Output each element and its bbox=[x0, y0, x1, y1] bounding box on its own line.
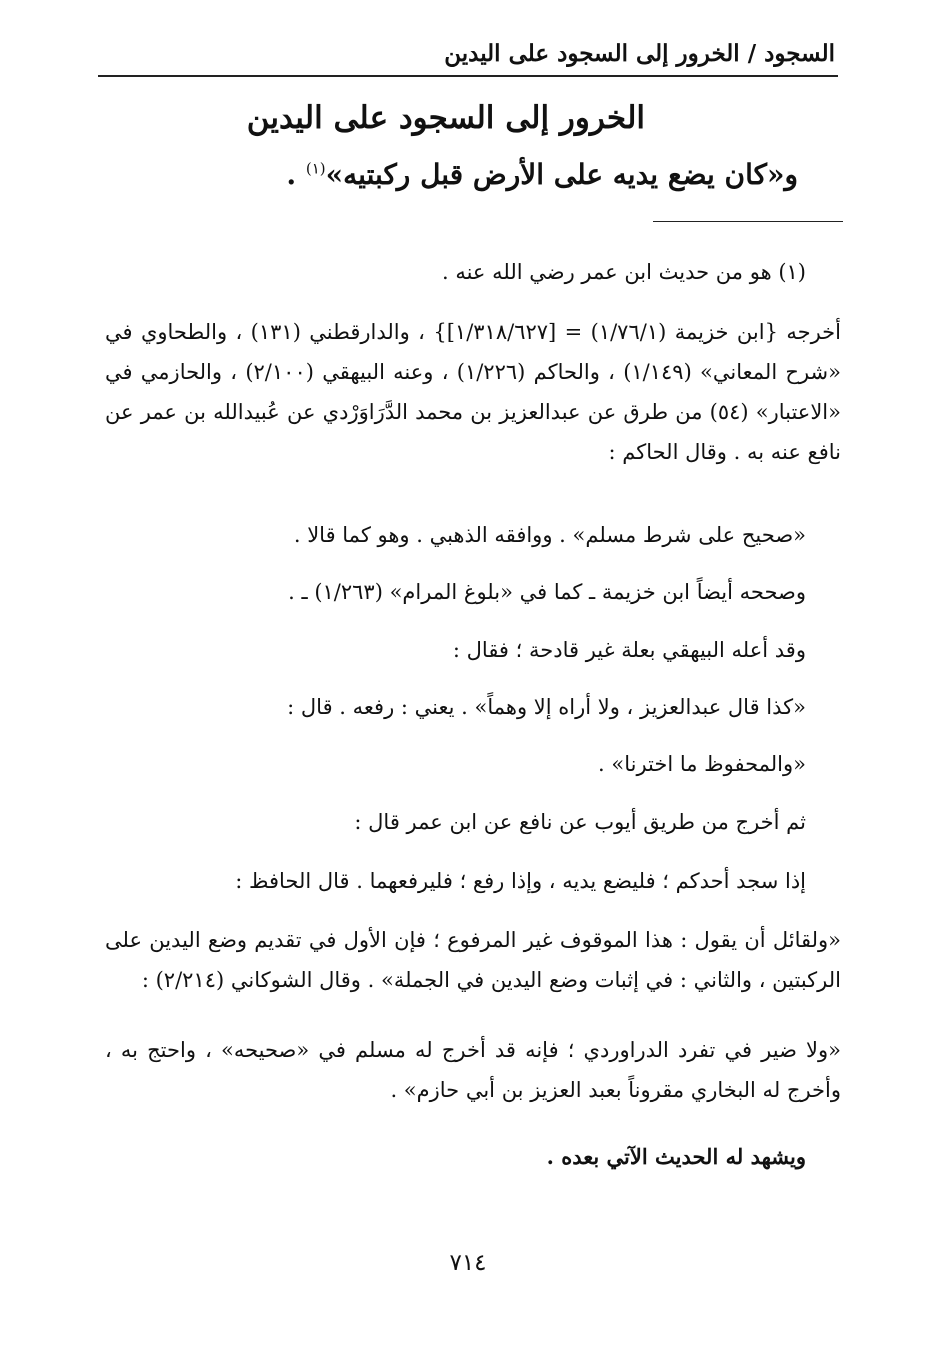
footnote-paragraph: إذا سجد أحدكم ؛ فليضع يديه ، وإذا رفع ؛ فليرفعهما . قال الحافظ : bbox=[235, 869, 806, 893]
running-header: السجود / الخرور إلى السجود على اليدين bbox=[444, 40, 835, 67]
main-text bbox=[200, 158, 798, 191]
main-text-end: . bbox=[286, 158, 297, 191]
footnote-paragraph: ويشهد له الحديث الآتي بعده . bbox=[546, 1144, 806, 1169]
footnote-divider bbox=[653, 221, 843, 222]
footnote-paragraph: ثم أخرج من طريق أيوب عن نافع عن ابن عمر قال : bbox=[354, 810, 806, 834]
header-divider bbox=[98, 75, 838, 77]
footnote-paragraph: وقد أعله البيهقي بعلة غير قادحة ؛ فقال : bbox=[452, 638, 806, 662]
footnote-ref: (١) bbox=[305, 159, 326, 178]
main-text-body: و«كان يضع يديه على الأرض قبل ركبتيه» bbox=[325, 158, 798, 191]
footnote-paragraph: أخرجه {ابن خزيمة (١/٧٦/١) = [١/٣١٨/٦٢٧]} ، والدارقطني (١٣١) ، والطحاوي في «شرح المعاني» (١/١٤٩) ، والحاكم (١/٢٢٦) ، وعنه البيهقي (٢/١٠٠) ، والحازمي في «الاعتبار» (٥٤) من طرق عن عبدالعزيز بن محمد الدَّرَاوَرْدي عن عُبيدالله بن عمر عن نافع عنه به . وقال الحاكم : bbox=[105, 320, 841, 464]
footnote-quote: «كذا قال عبدالعزيز ، ولا أراه إلا وهماً» . يعني : رفعه . قال : bbox=[287, 695, 806, 719]
footnote-quote: «ولقائل أن يقول : هذا الموقوف غير المرفوع ؛ فإن الأول في تقديم وضع اليدين على الركبتين ، والثاني : في إثبات وضع اليدين في الجملة» . وقال الشوكاني (٢/٢١٤) : bbox=[105, 928, 841, 992]
footnote-quote: «صحيح على شرط مسلم» . ووافقه الذهبي . وهو كما قالا . bbox=[293, 523, 806, 547]
section-title: الخرور إلى السجود على اليدين bbox=[246, 100, 645, 136]
footnote-1: (١) هو من حديث ابن عمر رضي الله عنه . bbox=[441, 260, 806, 284]
footnote-quote: «والمحفوظ ما اخترنا» . bbox=[598, 752, 806, 776]
footnote-quote: «ولا ضير في تفرد الدراوردي ؛ فإنه قد أخرج له مسلم في «صحيحه» ، واحتج به ، وأخرج له البخاري مقروناً بعبد العزيز بن أبي حازم» . bbox=[105, 1038, 841, 1102]
footnote-paragraph: وصححه أيضاً ابن خزيمة ـ كما في «بلوغ المرام» (١/٢٦٣) ـ . bbox=[288, 580, 806, 604]
page-number: ٧١٤ bbox=[449, 1250, 487, 1276]
